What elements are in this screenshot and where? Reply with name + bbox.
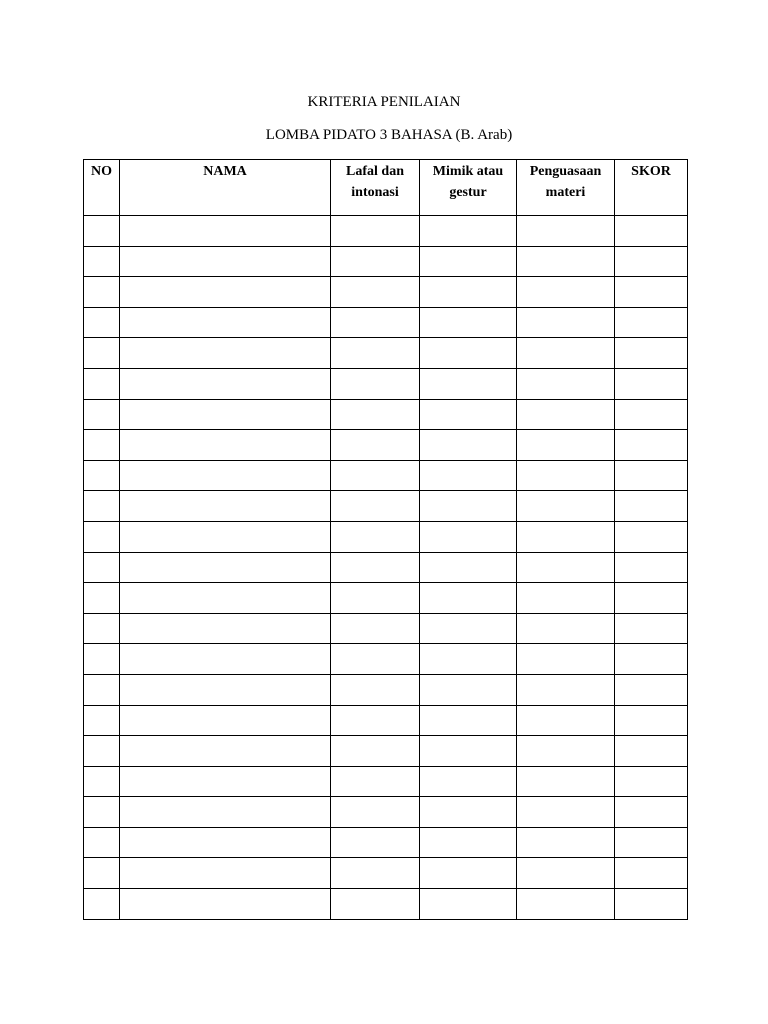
cell-nama xyxy=(120,491,331,522)
table-row xyxy=(84,399,688,430)
cell-no xyxy=(84,644,120,675)
cell-penguasaan xyxy=(517,583,615,614)
cell-no xyxy=(84,674,120,705)
cell-penguasaan xyxy=(517,613,615,644)
cell-penguasaan xyxy=(517,858,615,889)
table-row xyxy=(84,613,688,644)
document-title: KRITERIA PENILAIAN xyxy=(307,94,461,110)
table-row xyxy=(84,797,688,828)
cell-nama xyxy=(120,216,331,247)
cell-nama xyxy=(120,583,331,614)
cell-penguasaan xyxy=(517,368,615,399)
cell-skor xyxy=(615,674,688,705)
cell-mimik xyxy=(420,216,517,247)
cell-no xyxy=(84,246,120,277)
cell-nama xyxy=(120,705,331,736)
cell-skor xyxy=(615,460,688,491)
cell-mimik xyxy=(420,644,517,675)
cell-penguasaan xyxy=(517,399,615,430)
cell-no xyxy=(84,705,120,736)
header-line: Mimik atau xyxy=(432,164,504,179)
cell-mimik xyxy=(420,858,517,889)
table-header-row xyxy=(84,160,688,216)
cell-no xyxy=(84,736,120,767)
cell-lafal xyxy=(331,797,420,828)
table-row xyxy=(84,338,688,369)
cell-skor xyxy=(615,399,688,430)
header-line: intonasi xyxy=(351,185,399,200)
cell-no xyxy=(84,889,120,920)
header-line: materi xyxy=(545,185,586,200)
cell-mimik xyxy=(420,399,517,430)
table-row xyxy=(84,705,688,736)
document-subtitle: LOMBA PIDATO 3 BAHASA (B. Arab) xyxy=(265,127,513,143)
cell-skor xyxy=(615,216,688,247)
table-row xyxy=(84,889,688,920)
table-row xyxy=(84,736,688,767)
header-line: SKOR xyxy=(631,164,671,179)
cell-penguasaan xyxy=(517,430,615,461)
cell-mimik xyxy=(420,521,517,552)
cell-skor xyxy=(615,797,688,828)
cell-no xyxy=(84,583,120,614)
cell-penguasaan xyxy=(517,216,615,247)
cell-nama xyxy=(120,460,331,491)
table-row xyxy=(84,521,688,552)
cell-lafal xyxy=(331,613,420,644)
cell-skor xyxy=(615,246,688,277)
cell-no xyxy=(84,399,120,430)
cell-lafal xyxy=(331,827,420,858)
cell-penguasaan xyxy=(517,766,615,797)
table-row xyxy=(84,858,688,889)
cell-nama xyxy=(120,766,331,797)
cell-mimik xyxy=(420,736,517,767)
cell-skor xyxy=(615,583,688,614)
cell-mimik xyxy=(420,613,517,644)
table-row xyxy=(84,552,688,583)
cell-penguasaan xyxy=(517,307,615,338)
cell-nama xyxy=(120,736,331,767)
header-line: NAMA xyxy=(203,164,247,179)
cell-mimik xyxy=(420,307,517,338)
table-body xyxy=(84,216,688,920)
table-row xyxy=(84,644,688,675)
cell-lafal xyxy=(331,521,420,552)
cell-skor xyxy=(615,552,688,583)
header-nama xyxy=(120,160,331,216)
table-row xyxy=(84,307,688,338)
cell-mimik xyxy=(420,674,517,705)
cell-nama xyxy=(120,368,331,399)
cell-no xyxy=(84,797,120,828)
cell-mimik xyxy=(420,797,517,828)
cell-no xyxy=(84,338,120,369)
cell-lafal xyxy=(331,583,420,614)
cell-penguasaan xyxy=(517,491,615,522)
header-no xyxy=(84,160,120,216)
cell-skor xyxy=(615,368,688,399)
cell-nama xyxy=(120,797,331,828)
cell-penguasaan xyxy=(517,338,615,369)
cell-penguasaan xyxy=(517,277,615,308)
cell-no xyxy=(84,307,120,338)
cell-lafal xyxy=(331,368,420,399)
cell-skor xyxy=(615,277,688,308)
cell-no xyxy=(84,858,120,889)
cell-no xyxy=(84,216,120,247)
cell-penguasaan xyxy=(517,827,615,858)
cell-lafal xyxy=(331,460,420,491)
cell-mimik xyxy=(420,827,517,858)
cell-lafal xyxy=(331,736,420,767)
cell-skor xyxy=(615,736,688,767)
cell-lafal xyxy=(331,705,420,736)
scoring-table xyxy=(83,159,688,920)
cell-lafal xyxy=(331,399,420,430)
cell-mimik xyxy=(420,766,517,797)
cell-no xyxy=(84,766,120,797)
table-row xyxy=(84,246,688,277)
cell-mimik xyxy=(420,460,517,491)
table-row xyxy=(84,430,688,461)
cell-lafal xyxy=(331,858,420,889)
cell-lafal xyxy=(331,674,420,705)
cell-skor xyxy=(615,889,688,920)
cell-skor xyxy=(615,307,688,338)
cell-no xyxy=(84,827,120,858)
cell-lafal xyxy=(331,338,420,369)
cell-no xyxy=(84,521,120,552)
header-penguasaan xyxy=(517,160,615,216)
cell-penguasaan xyxy=(517,797,615,828)
header-mimik xyxy=(420,160,517,216)
cell-lafal xyxy=(331,766,420,797)
cell-penguasaan xyxy=(517,736,615,767)
header-line: gestur xyxy=(449,185,487,200)
cell-no xyxy=(84,368,120,399)
cell-mimik xyxy=(420,338,517,369)
cell-lafal xyxy=(331,277,420,308)
table-row xyxy=(84,216,688,247)
cell-nama xyxy=(120,277,331,308)
table-row xyxy=(84,827,688,858)
cell-mimik xyxy=(420,368,517,399)
cell-penguasaan xyxy=(517,246,615,277)
table-row xyxy=(84,277,688,308)
cell-no xyxy=(84,552,120,583)
cell-nama xyxy=(120,307,331,338)
cell-no xyxy=(84,491,120,522)
cell-lafal xyxy=(331,644,420,675)
cell-no xyxy=(84,430,120,461)
header-lafal xyxy=(331,160,420,216)
cell-penguasaan xyxy=(517,674,615,705)
cell-lafal xyxy=(331,491,420,522)
cell-penguasaan xyxy=(517,889,615,920)
cell-skor xyxy=(615,521,688,552)
cell-skor xyxy=(615,858,688,889)
cell-nama xyxy=(120,430,331,461)
cell-mimik xyxy=(420,277,517,308)
cell-nama xyxy=(120,552,331,583)
cell-nama xyxy=(120,613,331,644)
cell-penguasaan xyxy=(517,521,615,552)
cell-lafal xyxy=(331,307,420,338)
cell-nama xyxy=(120,674,331,705)
cell-skor xyxy=(615,827,688,858)
cell-nama xyxy=(120,246,331,277)
cell-mimik xyxy=(420,430,517,461)
table-row xyxy=(84,583,688,614)
table-row xyxy=(84,674,688,705)
header-line: NO xyxy=(91,164,112,179)
cell-no xyxy=(84,277,120,308)
cell-mimik xyxy=(420,583,517,614)
cell-lafal xyxy=(331,889,420,920)
cell-penguasaan xyxy=(517,644,615,675)
cell-nama xyxy=(120,338,331,369)
header-line: Penguasaan xyxy=(529,164,602,179)
cell-skor xyxy=(615,491,688,522)
table-row xyxy=(84,460,688,491)
cell-skor xyxy=(615,430,688,461)
cell-skor xyxy=(615,766,688,797)
cell-lafal xyxy=(331,552,420,583)
cell-mimik xyxy=(420,246,517,277)
cell-lafal xyxy=(331,246,420,277)
cell-nama xyxy=(120,399,331,430)
cell-lafal xyxy=(331,430,420,461)
table-row xyxy=(84,368,688,399)
cell-no xyxy=(84,613,120,644)
cell-no xyxy=(84,460,120,491)
header-line: Lafal dan xyxy=(346,164,404,179)
cell-skor xyxy=(615,613,688,644)
cell-mimik xyxy=(420,889,517,920)
cell-lafal xyxy=(331,216,420,247)
table-row xyxy=(84,491,688,522)
table-row xyxy=(84,766,688,797)
cell-nama xyxy=(120,644,331,675)
header-skor xyxy=(615,160,688,216)
cell-mimik xyxy=(420,491,517,522)
cell-penguasaan xyxy=(517,460,615,491)
cell-skor xyxy=(615,644,688,675)
cell-mimik xyxy=(420,705,517,736)
cell-nama xyxy=(120,889,331,920)
cell-skor xyxy=(615,705,688,736)
cell-penguasaan xyxy=(517,552,615,583)
cell-skor xyxy=(615,338,688,369)
cell-mimik xyxy=(420,552,517,583)
cell-penguasaan xyxy=(517,705,615,736)
cell-nama xyxy=(120,858,331,889)
cell-nama xyxy=(120,521,331,552)
cell-nama xyxy=(120,827,331,858)
